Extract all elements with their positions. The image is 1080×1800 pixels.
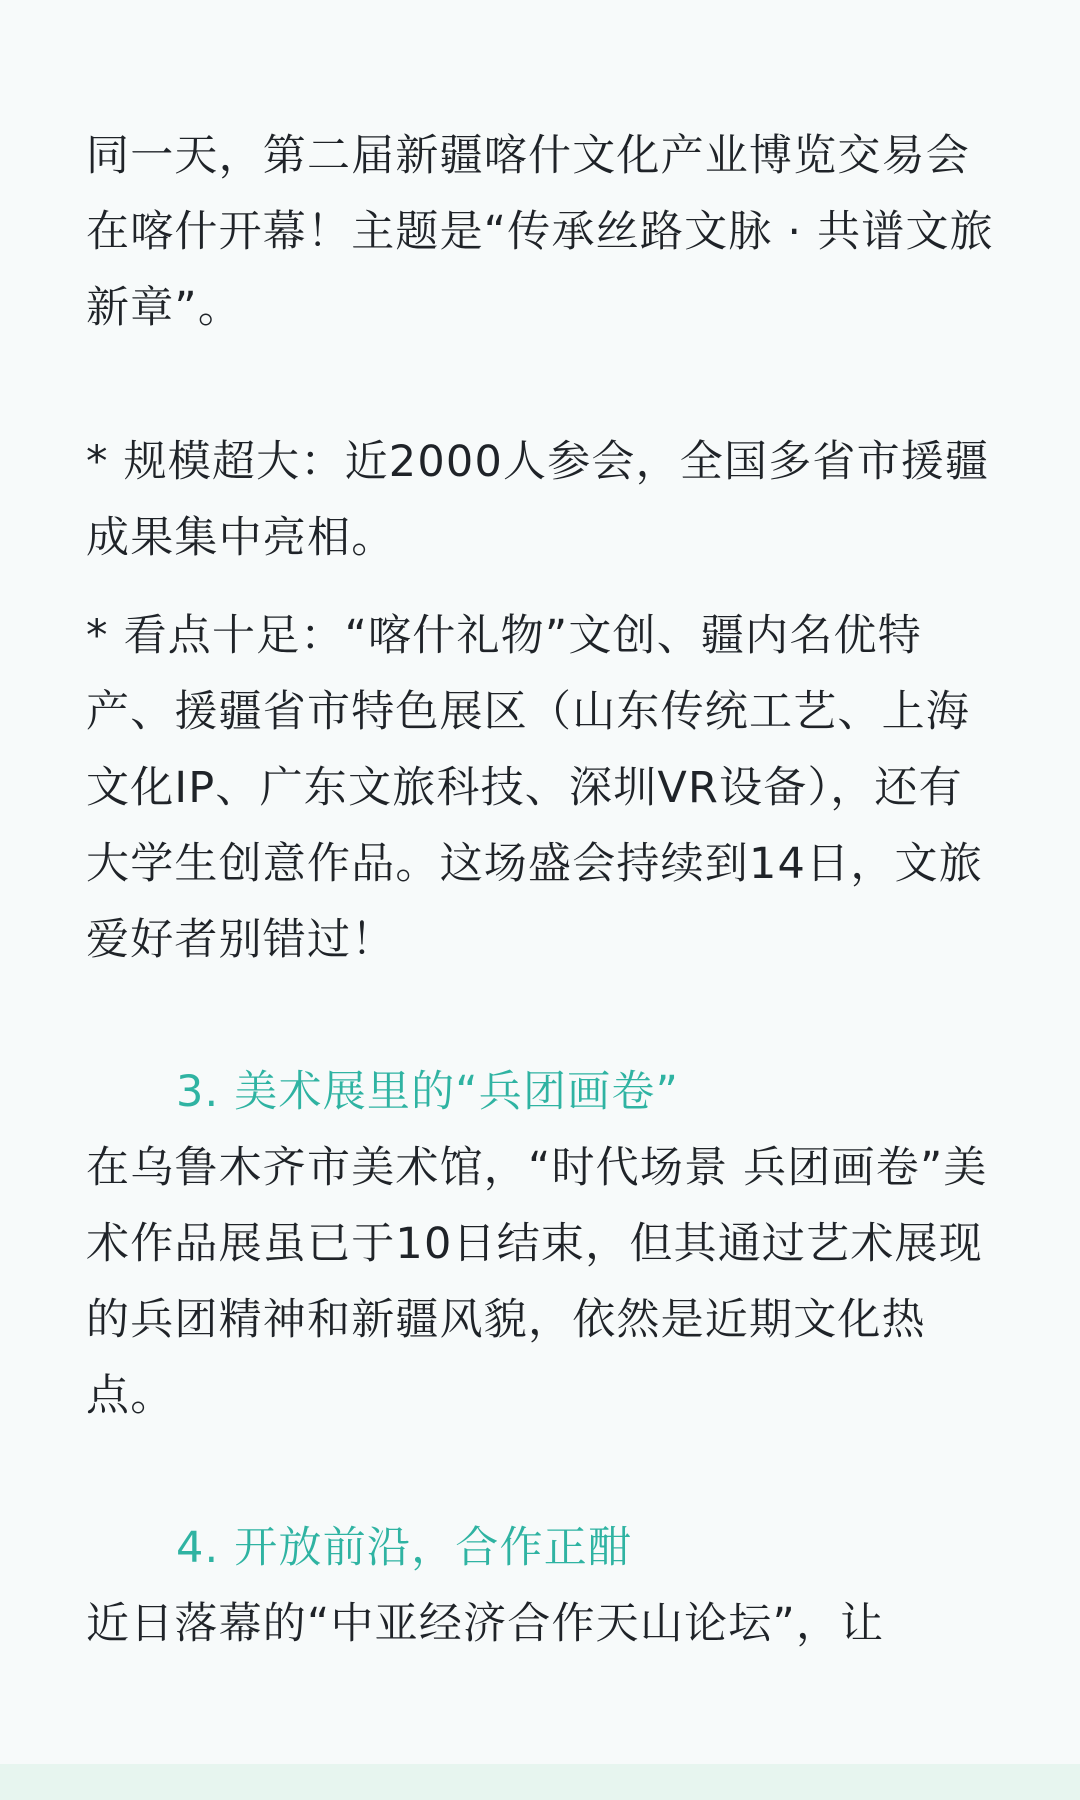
section-spacer	[86, 978, 994, 1054]
paragraph-spacer	[86, 576, 994, 598]
section-3-heading: 3. 美术展里的“兵团画卷”	[176, 1067, 680, 1117]
bullet-scale-paragraph: * 规模超大：近2000人参会，全国多省市援疆成果集中亮相。	[86, 437, 990, 563]
article-content	[86, 118, 994, 1662]
intro-paragraph: 同一天，第二届新疆喀什文化产业博览交易会在喀什开幕！主题是“传承丝路文脉 · 共谱文旅新章”。	[86, 131, 994, 333]
section-4-paragraph: 近日落幕的“中亚经济合作天山论坛”，让	[86, 1599, 885, 1649]
section-spacer	[86, 1434, 994, 1510]
bullet-highlights-paragraph: * 看点十足：“喀什礼物”文创、疆内名优特产、援疆省市特色展区（山东传统工艺、上海文化IP、广东文旅科技、深圳VR设备），还有大学生创意作品。这场盛会持续到14日，文旅爱好者别错过！	[86, 611, 983, 965]
section-4-heading: 4. 开放前沿，合作正酣	[176, 1523, 633, 1573]
section-3-paragraph: 在乌鲁木齐市美术馆，“时代场景 兵团画卷”美术作品展虽已于10日结束，但其通过艺术展现的兵团精神和新疆风貌，依然是近期文化热点。	[86, 1143, 988, 1421]
bottom-decorative-band	[0, 1764, 1080, 1800]
paragraph-spacer	[86, 346, 994, 424]
